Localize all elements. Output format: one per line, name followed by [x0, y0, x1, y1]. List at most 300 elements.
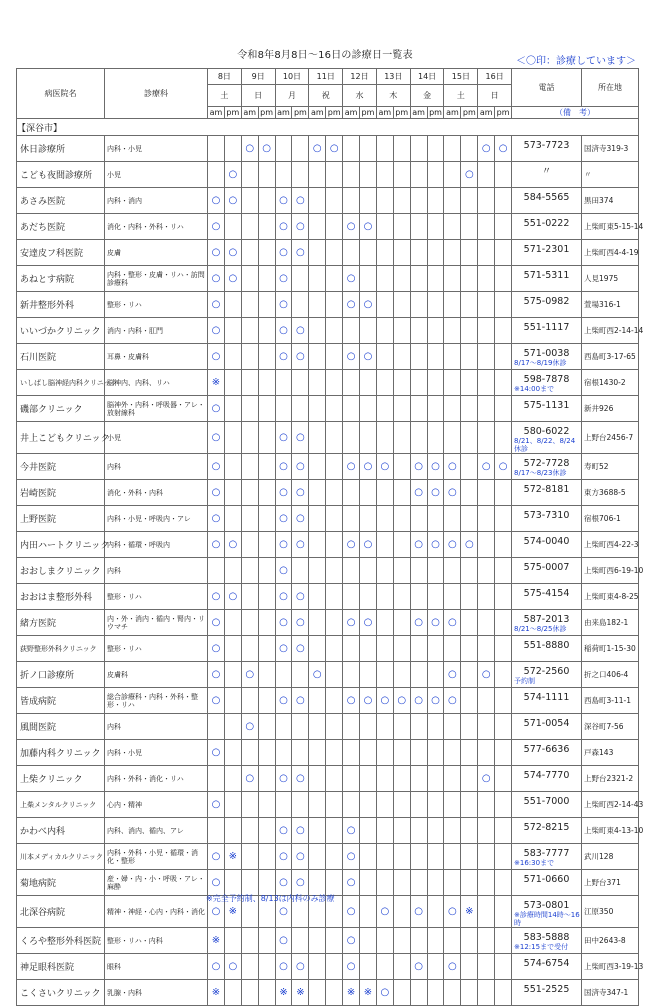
- phone-number: 551-8880: [523, 640, 570, 651]
- table-row: [17, 532, 639, 558]
- clinic-address: 上柴町東5-15-14: [582, 214, 639, 240]
- schedule-cell: [410, 662, 427, 688]
- schedule-cell: [360, 318, 377, 344]
- schedule-cell: [478, 292, 495, 318]
- schedule-cell: [393, 636, 410, 662]
- clinic-dept: 脳神内、内科、リハ: [105, 370, 208, 396]
- phone-number: 584-5565: [523, 192, 570, 203]
- clinic-name: くろや整形外科医院: [17, 928, 105, 954]
- schedule-cell: [360, 396, 377, 422]
- clinic-address: 黒田374: [582, 188, 639, 214]
- open-mark: ○: [444, 532, 461, 558]
- schedule-cell: [208, 558, 225, 584]
- schedule-cell: [478, 792, 495, 818]
- header-pm: pm: [224, 107, 241, 119]
- table-row: [17, 636, 639, 662]
- schedule-cell: [444, 980, 461, 1006]
- open-mark: ○: [292, 818, 309, 844]
- schedule-cell: [360, 636, 377, 662]
- schedule-cell: [410, 766, 427, 792]
- schedule-cell: [393, 766, 410, 792]
- phone-cell: [512, 688, 582, 714]
- schedule-cell: [410, 928, 427, 954]
- schedule-cell: [360, 136, 377, 162]
- schedule-cell: [393, 240, 410, 266]
- header-date: 10日: [275, 69, 309, 85]
- schedule-cell: [343, 318, 360, 344]
- schedule-cell: [224, 636, 241, 662]
- schedule-cell: [410, 818, 427, 844]
- open-mark: ○: [478, 136, 495, 162]
- note-mark: ※: [461, 896, 478, 928]
- schedule-cell: [360, 188, 377, 214]
- schedule-cell: [410, 292, 427, 318]
- header-date: 9日: [241, 69, 275, 85]
- open-mark: ○: [410, 896, 427, 928]
- open-mark: ○: [208, 454, 225, 480]
- schedule-cell: [258, 818, 275, 844]
- clinic-name: おおしまクリニック: [17, 558, 105, 584]
- open-mark: ○: [224, 954, 241, 980]
- schedule-cell: [309, 714, 326, 740]
- open-mark: ○: [292, 214, 309, 240]
- schedule-cell: [410, 240, 427, 266]
- schedule-cell: [495, 928, 512, 954]
- schedule-cell: [478, 818, 495, 844]
- schedule-cell: [258, 480, 275, 506]
- open-mark: ○: [292, 870, 309, 896]
- schedule-cell: [376, 214, 393, 240]
- schedule-cell: [224, 870, 241, 896]
- schedule-cell: [275, 792, 292, 818]
- schedule-cell: [478, 214, 495, 240]
- open-mark: ○: [275, 506, 292, 532]
- schedule-cell: [360, 162, 377, 188]
- schedule-cell: [376, 532, 393, 558]
- schedule-cell: [444, 844, 461, 870]
- schedule-cell: [427, 896, 444, 928]
- schedule-cell: [410, 792, 427, 818]
- open-mark: ○: [478, 454, 495, 480]
- schedule-cell: [444, 766, 461, 792]
- schedule-cell: [292, 662, 309, 688]
- schedule-cell: [326, 954, 343, 980]
- clinic-name: かわべ内科: [17, 818, 105, 844]
- schedule-cell: [224, 766, 241, 792]
- schedule-cell: [224, 422, 241, 454]
- open-mark: ○: [343, 688, 360, 714]
- schedule-cell: [461, 240, 478, 266]
- schedule-cell: [376, 506, 393, 532]
- open-mark: ○: [224, 188, 241, 214]
- open-mark: ○: [275, 954, 292, 980]
- schedule-cell: [258, 532, 275, 558]
- schedule-cell: [275, 162, 292, 188]
- open-mark: ○: [343, 292, 360, 318]
- clinic-dept: 内科・外科・消化・リハ: [105, 766, 208, 792]
- schedule-cell: [224, 662, 241, 688]
- schedule-cell: [427, 928, 444, 954]
- open-mark: ○: [444, 610, 461, 636]
- schedule-cell: [326, 162, 343, 188]
- schedule-cell: [376, 870, 393, 896]
- phone-cell: [512, 422, 582, 454]
- header-pm: pm: [495, 107, 512, 119]
- schedule-cell: [461, 266, 478, 292]
- schedule-cell: [309, 584, 326, 610]
- schedule-cell: [410, 636, 427, 662]
- schedule-cell: [495, 370, 512, 396]
- schedule-cell: [427, 954, 444, 980]
- clinic-dept: 内科・小児・呼吸内・アレ: [105, 506, 208, 532]
- clinic-address: 戸森143: [582, 740, 639, 766]
- schedule-cell: [461, 980, 478, 1006]
- open-mark: ○: [427, 454, 444, 480]
- schedule-cell: [258, 240, 275, 266]
- schedule-cell: [258, 740, 275, 766]
- schedule-cell: [309, 162, 326, 188]
- schedule-cell: [444, 818, 461, 844]
- open-mark: ○: [208, 532, 225, 558]
- schedule-cell: [258, 370, 275, 396]
- schedule-cell: [292, 292, 309, 318]
- open-mark: ○: [224, 240, 241, 266]
- schedule-cell: [309, 558, 326, 584]
- table-header: [17, 69, 639, 119]
- open-mark: ○: [292, 636, 309, 662]
- clinic-dept: 眼科: [105, 954, 208, 980]
- open-mark: ○: [292, 584, 309, 610]
- clinic-dept: 心内・精神: [105, 792, 208, 818]
- open-mark: ○: [275, 240, 292, 266]
- clinic-dept: 整形・リハ: [105, 292, 208, 318]
- schedule-cell: [224, 396, 241, 422]
- schedule-cell: [343, 506, 360, 532]
- header-weekday: 月: [275, 85, 309, 107]
- open-mark: ○: [360, 610, 377, 636]
- header-pm: pm: [360, 107, 377, 119]
- schedule-cell: [360, 714, 377, 740]
- schedule-cell: [292, 162, 309, 188]
- schedule-cell: [360, 558, 377, 584]
- schedule-cell: [495, 480, 512, 506]
- clinic-name: 新井整形外科: [17, 292, 105, 318]
- open-mark: ○: [208, 792, 225, 818]
- schedule-cell: [444, 636, 461, 662]
- clinic-address: 上野台2321-2: [582, 766, 639, 792]
- schedule-cell: [224, 454, 241, 480]
- schedule-cell: [376, 792, 393, 818]
- schedule-cell: [309, 928, 326, 954]
- clinic-name: 休日診療所: [17, 136, 105, 162]
- header-phone: 電話: [512, 69, 582, 107]
- schedule-cell: [478, 558, 495, 584]
- schedule-cell: [258, 396, 275, 422]
- clinic-name: 上柴メンタルクリニック: [17, 792, 105, 818]
- schedule-cell: [410, 136, 427, 162]
- open-mark: ○: [275, 344, 292, 370]
- open-mark: ○: [444, 480, 461, 506]
- clinic-name: あだち医院: [17, 214, 105, 240]
- schedule-cell: [258, 662, 275, 688]
- schedule-cell: [309, 266, 326, 292]
- header-pm: pm: [292, 107, 309, 119]
- schedule-cell: [495, 740, 512, 766]
- schedule-cell: [309, 370, 326, 396]
- clinic-name: いしばし脳神経内科クリニック: [17, 370, 105, 396]
- schedule-cell: [393, 532, 410, 558]
- schedule-cell: [478, 870, 495, 896]
- clinic-name: 川本メディカルクリニック: [17, 844, 105, 870]
- header-am: am: [376, 107, 393, 119]
- phone-cell: [512, 870, 582, 896]
- schedule-cell: [461, 292, 478, 318]
- schedule-cell: [495, 318, 512, 344]
- clinic-name: 折ノ口診療所: [17, 662, 105, 688]
- schedule-cell: [241, 980, 258, 1006]
- schedule-cell: [224, 480, 241, 506]
- schedule-cell: [241, 954, 258, 980]
- open-mark: ○: [343, 818, 360, 844]
- row-note: 予約制: [514, 677, 536, 685]
- phone-cell: [512, 558, 582, 584]
- clinic-address: 萱場316-1: [582, 292, 639, 318]
- header-row-dates: [17, 69, 639, 85]
- schedule-cell: [224, 714, 241, 740]
- schedule-cell: [410, 214, 427, 240]
- row-note: ※14:00まで: [514, 385, 555, 393]
- clinic-address: 田中2643-8: [582, 928, 639, 954]
- phone-number: 575-0007: [523, 562, 570, 573]
- open-mark: ○: [208, 636, 225, 662]
- schedule-cell: [309, 344, 326, 370]
- phone-number: 587-2013: [523, 614, 570, 625]
- clinic-dept: 小児: [105, 162, 208, 188]
- open-mark: ○: [444, 954, 461, 980]
- open-mark: ○: [444, 688, 461, 714]
- schedule-cell: [241, 480, 258, 506]
- schedule-cell: [309, 688, 326, 714]
- schedule-cell: [309, 636, 326, 662]
- schedule-cell: [258, 266, 275, 292]
- schedule-cell: [326, 766, 343, 792]
- open-mark: ○: [275, 214, 292, 240]
- header-am: am: [410, 107, 427, 119]
- schedule-cell: [444, 318, 461, 344]
- open-mark: ○: [292, 506, 309, 532]
- clinic-dept: 内科・整形・皮膚・リハ・訪問診療科: [105, 266, 208, 292]
- schedule-cell: [410, 844, 427, 870]
- schedule-cell: [444, 740, 461, 766]
- schedule-cell: [208, 714, 225, 740]
- open-mark: ○: [292, 318, 309, 344]
- schedule-cell: [478, 636, 495, 662]
- phone-cell: [512, 214, 582, 240]
- clinic-address: 国済寺319-3: [582, 136, 639, 162]
- open-mark: ○: [292, 344, 309, 370]
- phone-number: 571-0054: [523, 718, 570, 729]
- legend: ＜〇印：診療しています＞: [516, 56, 636, 67]
- phone-number: 583-7777: [523, 848, 570, 859]
- clinic-address: 江原350: [582, 896, 639, 928]
- schedule-cell: [427, 370, 444, 396]
- open-mark: ○: [241, 766, 258, 792]
- schedule-cell: [478, 954, 495, 980]
- phone-cell: [512, 662, 582, 688]
- open-mark: ○: [275, 870, 292, 896]
- open-mark: ○: [343, 844, 360, 870]
- schedule-cell: [309, 980, 326, 1006]
- phone-cell: [512, 928, 582, 954]
- schedule-cell: [461, 344, 478, 370]
- note-mark: ※: [343, 980, 360, 1006]
- clinic-address: 上野台2456-7: [582, 422, 639, 454]
- schedule-cell: [495, 766, 512, 792]
- schedule-cell: [326, 188, 343, 214]
- table-body: [17, 119, 644, 1006]
- schedule-cell: [326, 396, 343, 422]
- schedule-cell: [224, 740, 241, 766]
- schedule-cell: [461, 740, 478, 766]
- schedule-cell: [241, 532, 258, 558]
- note-mark: ※: [208, 980, 225, 1006]
- open-mark: ○: [208, 240, 225, 266]
- clinic-address: 東方3688-5: [582, 480, 639, 506]
- clinic-dept: 内・外・消内・循内・腎内・リウマチ: [105, 610, 208, 636]
- header-am: am: [478, 107, 495, 119]
- note-mark: ※: [224, 896, 241, 928]
- open-mark: ○: [208, 422, 225, 454]
- table-row: [17, 162, 639, 188]
- schedule-cell: [444, 928, 461, 954]
- clinic-dept: 皮膚: [105, 240, 208, 266]
- phone-number: 572-8215: [523, 822, 570, 833]
- clinic-name: 安達皮フ科医院: [17, 240, 105, 266]
- schedule-cell: [343, 714, 360, 740]
- schedule-cell: [376, 818, 393, 844]
- schedule-cell: [309, 766, 326, 792]
- clinic-address: 深谷町7-56: [582, 714, 639, 740]
- schedule-cell: [309, 844, 326, 870]
- schedule-cell: [427, 714, 444, 740]
- clinic-address: 折之口406-4: [582, 662, 639, 688]
- schedule-cell: [478, 896, 495, 928]
- schedule-cell: [393, 370, 410, 396]
- schedule-cell: [410, 422, 427, 454]
- clinic-name: 風間医院: [17, 714, 105, 740]
- schedule-cell: [224, 292, 241, 318]
- schedule-cell: [326, 480, 343, 506]
- clinic-address: 西島町3-11-1: [582, 688, 639, 714]
- header-date: 13日: [376, 69, 410, 85]
- open-mark: ○: [326, 136, 343, 162]
- open-mark: ○: [360, 214, 377, 240]
- schedule-cell: [360, 266, 377, 292]
- schedule-cell: [292, 928, 309, 954]
- open-mark: ○: [275, 584, 292, 610]
- schedule-cell: [495, 240, 512, 266]
- clinic-dept: 産・婦・内・小・呼吸・アレ・麻酔: [105, 870, 208, 896]
- schedule-cell: [393, 454, 410, 480]
- schedule-cell: [427, 506, 444, 532]
- open-mark: ○: [224, 532, 241, 558]
- row-note: 8/21、8/22、8/24休診: [514, 437, 576, 453]
- phone-cell: [512, 344, 582, 370]
- schedule-cell: [410, 162, 427, 188]
- schedule-cell: [444, 792, 461, 818]
- clinic-address: 稲荷町1-15-30: [582, 636, 639, 662]
- schedule-cell: [326, 792, 343, 818]
- schedule-cell: [427, 636, 444, 662]
- clinic-dept: 内科: [105, 558, 208, 584]
- schedule-cell: [393, 162, 410, 188]
- schedule-cell: [495, 558, 512, 584]
- schedule-cell: [478, 188, 495, 214]
- schedule-cell: [393, 954, 410, 980]
- phone-number: 551-2525: [523, 984, 570, 995]
- schedule-cell: [461, 844, 478, 870]
- header-pm: pm: [393, 107, 410, 119]
- schedule-cell: [326, 584, 343, 610]
- phone-cell: [512, 240, 582, 266]
- schedule-cell: [410, 870, 427, 896]
- schedule-cell: [393, 266, 410, 292]
- schedule-cell: [444, 506, 461, 532]
- schedule-cell: [376, 928, 393, 954]
- note-mark: ※: [208, 928, 225, 954]
- schedule-cell: [427, 870, 444, 896]
- open-mark: ○: [360, 344, 377, 370]
- schedule-cell: [461, 396, 478, 422]
- schedule-cell: [224, 344, 241, 370]
- schedule-cell: [224, 214, 241, 240]
- open-mark: ○: [275, 688, 292, 714]
- table-row: [17, 136, 639, 162]
- schedule-cell: [309, 870, 326, 896]
- schedule-cell: [376, 396, 393, 422]
- schedule-cell: [258, 954, 275, 980]
- header-weekday: 金: [410, 85, 444, 107]
- schedule-cell: [326, 454, 343, 480]
- header-dept: 診療科: [105, 69, 208, 119]
- schedule-cell: [376, 318, 393, 344]
- schedule-cell: [309, 292, 326, 318]
- open-mark: ○: [495, 454, 512, 480]
- phone-number: 575-4154: [523, 588, 570, 599]
- open-mark: ○: [292, 954, 309, 980]
- schedule-cell: [360, 928, 377, 954]
- schedule-cell: [241, 240, 258, 266]
- schedule-cell: [224, 370, 241, 396]
- open-mark: ○: [224, 584, 241, 610]
- table-row: [17, 188, 639, 214]
- clinic-dept: 脳神外・内科・呼吸器・アレ・放射線科: [105, 396, 208, 422]
- schedule-cell: [461, 636, 478, 662]
- schedule-cell: [495, 610, 512, 636]
- phone-cell: [512, 636, 582, 662]
- schedule-cell: [258, 766, 275, 792]
- schedule-cell: [478, 240, 495, 266]
- open-mark: ○: [292, 240, 309, 266]
- phone-number: 571-0038: [523, 348, 570, 359]
- schedule-cell: [427, 396, 444, 422]
- schedule-cell: [343, 240, 360, 266]
- open-mark: ○: [275, 454, 292, 480]
- clinic-name: 神足眼科医院: [17, 954, 105, 980]
- schedule-cell: [495, 506, 512, 532]
- table-row: [17, 714, 639, 740]
- table-row: [17, 558, 639, 584]
